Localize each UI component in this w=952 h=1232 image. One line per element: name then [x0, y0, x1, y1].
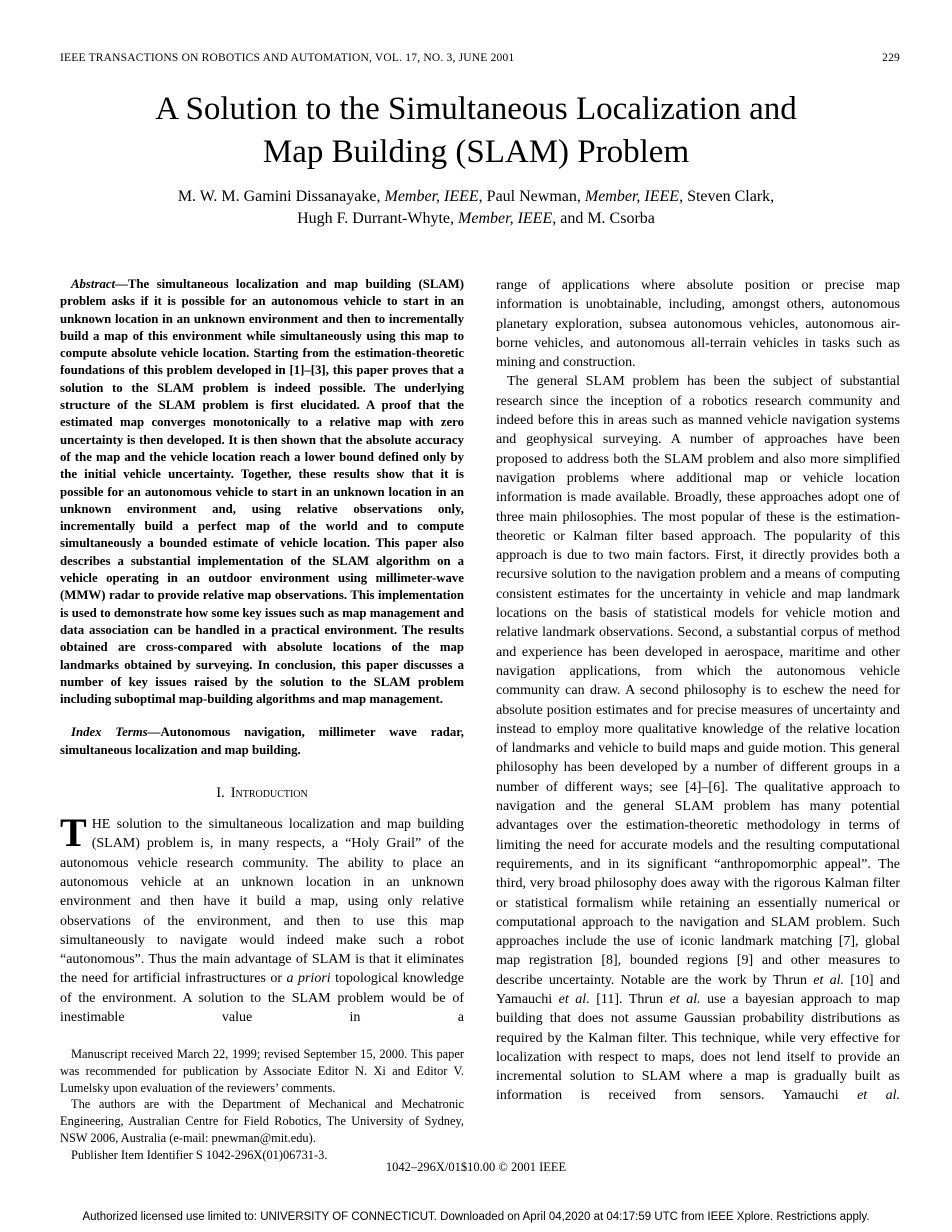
page-header [60, 52, 900, 64]
section-heading-introduction [60, 785, 464, 802]
author-block [0, 186, 952, 229]
intro-paragraph-2: The general SLAM problem has been the subject of substantial research since the inception of a robotics research community and indeed before this in areas such as manned vehicle navigation systems and geophysical surveying. A number of approaches have been proposed to address both the SLAM problem and also more simplified navigation problems where additional map or vehicle location information is made available. Broadly, these approaches adopt one of three main philosophies. The most popular of these is the estimation-theoretic or Kalman filter based approach. The popularity of this approach is due to two main factors. First, it directly provides both a recursive solution to the navigation problem and a means of computing consistent estimates for the uncertainty in vehicle and map landmark locations on the basis of statistical models for vehicle motion and relative landmark observations. Second, a substantial corpus of method and experience has been developed in aerospace, maritime and other navigation applications, from which the autonomous vehicle community can draw. A second philosophy is to eschew the need for absolute position estimates and for precise measures of uncertainty and instead to employ more qualitative knowledge of the relative location of landmarks and vehicle to build maps and guide motion. This general philosophy has been developed by a number of different groups in a number of different ways; see [4]–[6]. The qualitative approach to navigation and the general SLAM problem has many potential advantages over the estimation-theoretic methodology in terms of limiting the need for accurate models and the resulting computational requirements, and in its significant “anthropomorphic appeal”. The third, very broad philosophy does away with the rigorous Kalman filter or statistical formalism while retaining an essentially numerical or computational approach to the navigation and SLAM problem. Such approaches include the use of iconic landmark matching [7], global map registration [8], bounded regions [9] and other measures to describe uncertainty. Notable are the work by Thrun et al. [10] and Yamauchi et al. [11]. Thrun et al. use a bayesian approach to map building that does not assume Gaussian probability distributions as required by the Kalman filter. This technique, while very effective for localization with respect to maps, does not lend itself to provide an incremental solution to SLAM where a map is gradually built as information is received from sensors. Yamauchi et al. [496, 374, 901, 1104]
author-line-2: Hugh F. Durrant-Whyte, Member, IEEE, and M. Csorba [297, 209, 655, 227]
page-number: 229 [882, 52, 900, 64]
intro-paragraph-1 [60, 810, 464, 1027]
abstract: Abstract—The simultaneous localization and map building (SLAM) problem asks if it is possible for an autonomous vehicle to start in an unknown location in an unknown environment and then to incrementally build a map of this environment while simultaneously using this map to compute absolute vehicle location. Starting from the estimation-theoretic foundations of this problem developed in [1]–[3], this paper proves that a solution to the SLAM problem is indeed possible. The underlying structure of the SLAM problem is first elucidated. A proof that the estimated map converges monotonically to a relative map with zero uncertainty is then developed. It is then shown that the absolute accuracy of the map and the vehicle location reach a lower bound defined only by the initial vehicle uncertainty. Together, these results show that it is possible for an autonomous vehicle to start in an unknown location in an unknown environment and, using relative observations only, incrementally build a perfect map of the world and to compute simultaneously a bounded estimate of vehicle location. This paper also describes a substantial implementation of the SLAM algorithm on a vehicle operating in an outdoor environment using millimeter-wave (MMW) radar to provide relative map observations. This implementation is used to demonstrate how some key issues such as map management and data association can be handled in a practical environment. The results obtained are cross-compared with absolute locations of the map landmarks obtained by surveying. In conclusion, this paper discusses a number of key issues raised by the solution to the SLAM problem including suboptimal map-building algorithms and map management. [60, 277, 464, 707]
paper-title-line2: Map Building (SLAM) Problem [262, 134, 690, 170]
license-banner: Authorized licensed use limited to: UNIVERSITY OF CONNECTICUT. Downloaded on April 04,2020 at 04:17:59 UTC from IEEE Xplore. Restrictions apply. [82, 1211, 870, 1223]
copyright-line: 1042–296X/01$10.00 © 2001 IEEE [385, 1160, 567, 1174]
footnote-affiliation: The authors are with the Department of Mechanical and Mechatronic Engineering, Australian Centre for Field Robotics, The University of Sydney, NSW 2006, Australia (e-mail: pnewman@mit.edu). [60, 1097, 464, 1145]
index-terms: Index Terms—Autonomous navigation, millimeter wave radar, simultaneous localization and map building. [60, 725, 464, 757]
intro-paragraph-1-text: HE solution to the simultaneous localization and map building (SLAM) problem is, in many respects, a “Holy Grail” of the autonomous vehicle research community. The ability to place an autonomous vehicle at an unknown location in an unknown environment and then have it build a map, using only relative observations of the environment, and then to use this map simultaneously to navigate would indeed make such a robot “autonomous”. Thus the main advantage of SLAM is that it eliminates the need for artificial infrastructures or a priori topological knowledge of the environment. A solution to the SLAM problem would be of inestimable value in a [60, 817, 464, 1025]
left-column [60, 276, 464, 1106]
section-title: Introduction [230, 785, 308, 802]
paper-title-line1: A Solution to the Simultaneous Localization and [155, 91, 797, 127]
paper-title [0, 88, 952, 174]
drop-cap: T [60, 810, 87, 856]
first-page-footnote [60, 1046, 464, 1164]
two-column-body [60, 276, 900, 1106]
section-number: I. [216, 785, 225, 802]
intro-paragraph-1-continuation: range of applications where absolute position or precise map information is unobtainable, including, amongst others, autonomous planetary exploration, subsea autonomous vehicles, autonomous air-borne vehicles, and autonomous all-terrain vehicles in tasks such as mining and construction. [496, 278, 900, 371]
footnote-manuscript: Manuscript received March 22, 1999; revised September 15, 2000. This paper was recommended for publication by Associate Editor N. Xi and Editor V. Lumelsky upon evaluation of the reviewers’ comments. [60, 1047, 464, 1095]
journal-title: IEEE TRANSACTIONS ON ROBOTICS AND AUTOMATION, VOL. 17, NO. 3, JUNE 2001 [60, 52, 515, 64]
author-line-1: M. W. M. Gamini Dissanayake, Member, IEEE, Paul Newman, Member, IEEE, Steven Clark, [177, 188, 775, 205]
right-column [496, 276, 900, 1106]
footnote-identifier: Publisher Item Identifier S 1042-296X(01)06731-3. [71, 1147, 328, 1162]
